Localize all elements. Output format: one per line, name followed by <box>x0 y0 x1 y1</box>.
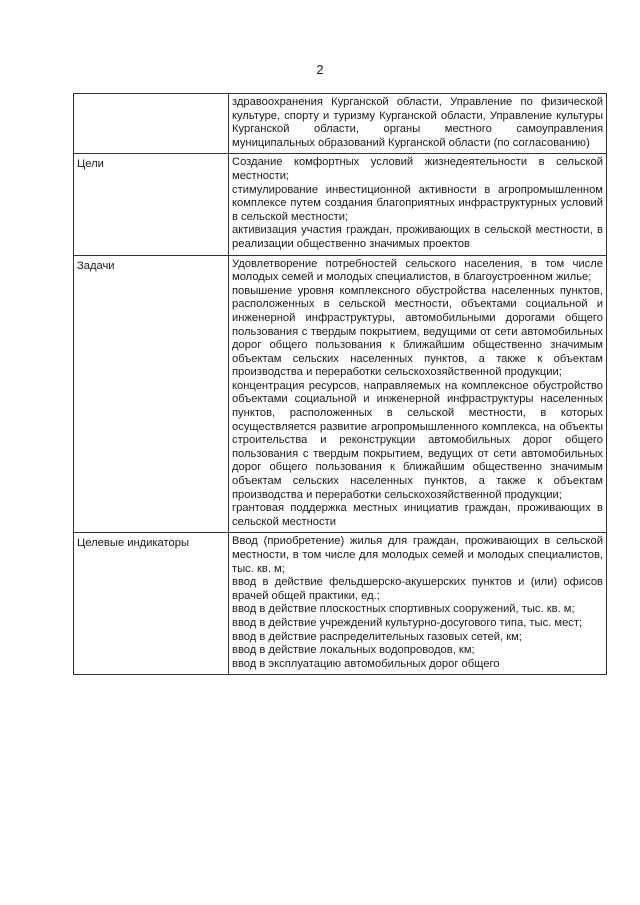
text-line: концентрация ресурсов, направляемых на комплексное обустройство объектами социальной и инженерной инфраструктуры населенных пунктов, расположенных в сельской местности, в которых осуществляется развитие агропромышленного комплекса, на объекты строительства и реконструкции автомобильных дорог общего пользования с твердым покрытием, ведущих от сети автомобильных дорог общего пользования к ближайшим общественно значимым объектам сельских населенных пунктов, а также к объектам производства и переработки сельскохозяйственной продукции; <box>232 379 603 501</box>
text-line: ввод в действие локальных водопроводов, км; <box>232 644 475 657</box>
text-line: ввод в действие распределительных газовых сетей, км; <box>232 630 522 643</box>
table-row <box>74 533 607 675</box>
row-content-goals <box>229 154 607 255</box>
passport-table <box>73 93 607 675</box>
row-label-indicators: Целевые индикаторы <box>74 533 229 675</box>
text-line: ввод в действие плоскостных спортивных сооружений, тыс. кв. м; <box>232 603 575 616</box>
text-line: активизация участия граждан, проживающих в сельской местности, в реализации общественно значимых проектов <box>232 224 603 250</box>
text-line: повышение уровня комплексного обустройства населенных пунктов, расположенных в сельской местности, объектами социальной и инженерной инфраструктуры, автомобильными дорогами общего пользования с твердым покрытием, ведущими от сети автомобильных дорог общего пользования к ближайшим общественно значимым объектам сельских населенных пунктов, а также к объектам производства и переработки сельскохозяйственной продукции; <box>232 284 603 379</box>
text-line: Создание комфортных условий жизнедеятельности в сельской местности; <box>232 156 603 182</box>
row-label-goals: Цели <box>74 154 229 255</box>
table-row <box>74 255 607 533</box>
table-row <box>74 94 607 154</box>
text-line: ввод в действие учреждений культурно-досугового типа, тыс. мест; <box>232 616 583 629</box>
row-label-tasks: Задачи <box>74 255 229 533</box>
row-label-continued <box>74 94 229 154</box>
row-content-participants <box>229 94 607 154</box>
text-line: ввод в эксплуатацию автомобильных дорог общего <box>232 657 500 670</box>
text-line: Ввод (приобретение) жилья для граждан, проживающих в сельской местности, в том числе для молодых семей и молодых специалистов, тыс. кв. м; <box>232 535 603 575</box>
text-line: здравоохранения Курганской области, Управление по физической культуре, спорту и туризму Курганской области, Управление культуры Курганской области, органы местного самоуправления муниципальных образований Курганской области (по согласованию) <box>232 96 603 149</box>
text-line: ввод в действие фельдшерско-акушерских пунктов и (или) офисов врачей общей практики, ед.; <box>232 576 603 602</box>
text-line: грантовая поддержка местных инициатив граждан, проживающих в сельской местности <box>232 502 603 528</box>
row-content-tasks <box>229 255 607 533</box>
table-row <box>74 154 607 255</box>
text-line: Удовлетворение потребностей сельского населения, в том числе молодых семей и молодых специалистов, в благоустроенном жилье; <box>232 257 603 284</box>
page-number: 2 <box>316 62 324 77</box>
row-content-indicators <box>229 533 607 675</box>
text-line: стимулирование инвестиционной активности в агропромышленном комплексе путем создания благоприятных инфраструктурных условий в сельской местности; <box>232 183 603 223</box>
